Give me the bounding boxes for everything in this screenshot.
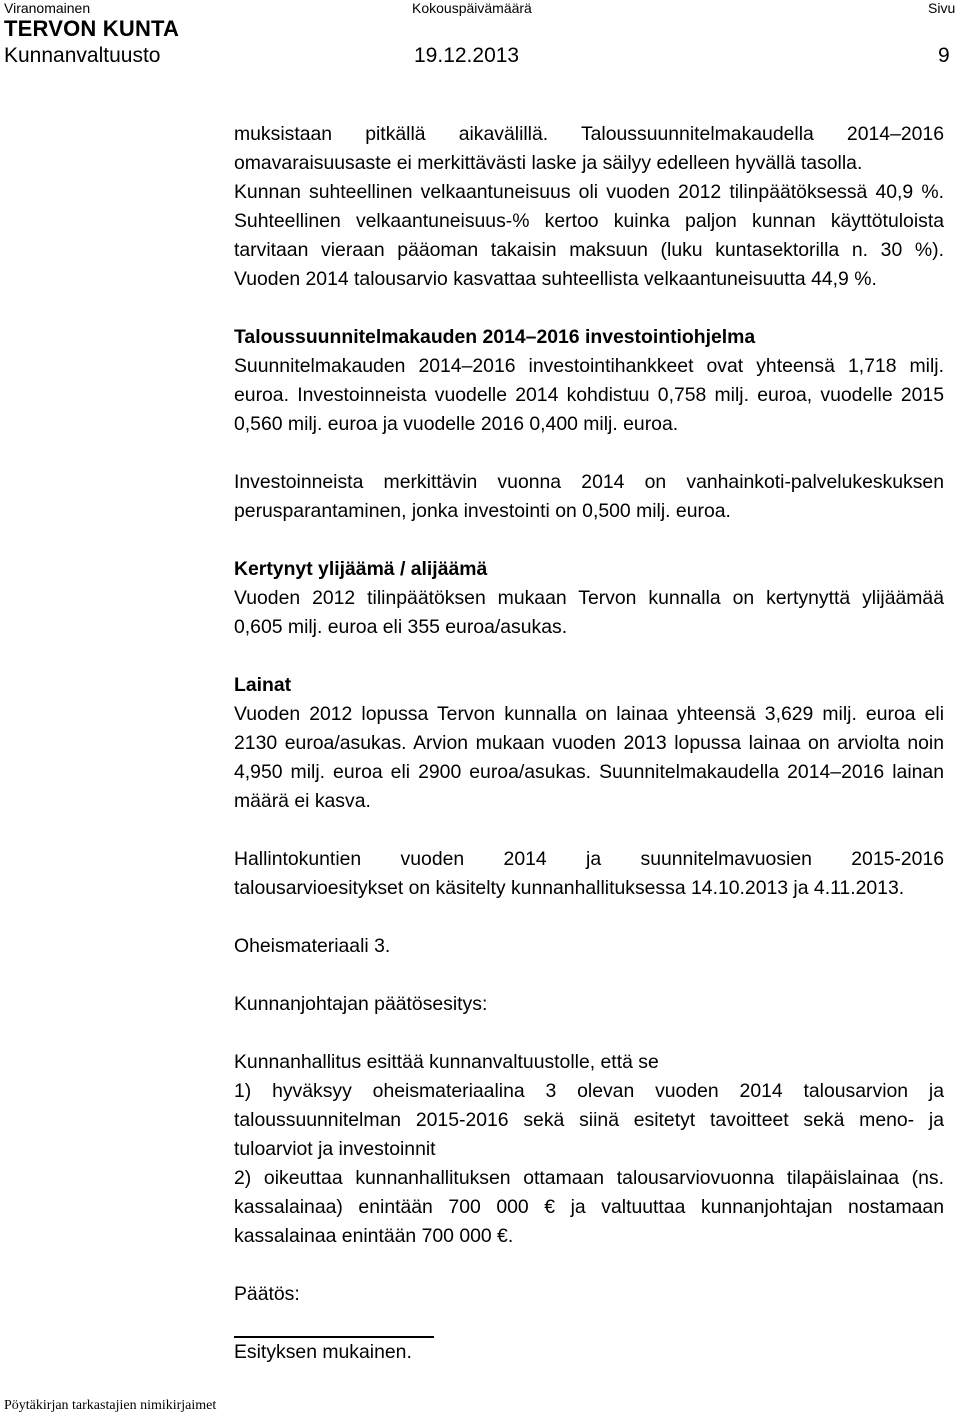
proposal-label: Kunnanjohtajan päätösesitys: [234, 993, 488, 1015]
decision-label: Päätös: [234, 1283, 300, 1305]
paragraph-omavaraisuus: muksistaan pitkällä aikavälillä. Taloussuunnitelmakaudella 2014–2016 omavaraisuusaste ei merkittävästi laske ja säilyy edelleen hyvällä tasolla. [234, 123, 944, 174]
authority-name: Kunnanvaltuusto [4, 44, 161, 67]
footer-initials-note: Pöytäkirjan tarkastajien nimikirjaimet [4, 1398, 217, 1413]
organization-name: TERVON KUNTA [4, 16, 180, 41]
heading-loans: Lainat [234, 674, 292, 696]
meeting-date: 19.12.2013 [414, 44, 520, 67]
decision-text: Esityksen mukainen. [234, 1341, 412, 1363]
heading-investment-program: Taloussuunnitelmakauden 2014–2016 investointiohjelma [234, 326, 756, 348]
attachment-reference: Oheismateriaali 3. [234, 935, 391, 957]
page-label: Sivu [928, 0, 956, 16]
heading-surplus: Kertynyt ylijäämä / alijäämä [234, 558, 488, 580]
paragraph-velkaantuneisuus: Kunnan suhteellinen velkaantuneisuus oli vuoden 2012 tilinpäätöksessä 40,9 %. Suhteellinen velkaantuneisuus-% kertoo kuinka paljon kunnan käyttötuloista tarvitaan vieraan pääoman takaisin maksuun (luku kuntasektorilla n. 30 %). Vuoden 2014 talousarvio kasvattaa suhteellista velkaantuneisuutta 44,9 %. [234, 181, 944, 290]
proposal-item-2: 2) oikeuttaa kunnanhallituksen ottamaan talousarviovuonna tilapäislainaa (ns. kassalainaa) enintään 700 000 € ja valtuuttaa kunnanjohtajan nostamaan kassalainaa enintään 700 000 €. [234, 1167, 944, 1247]
authority-label: Viranomainen [4, 0, 91, 16]
proposal-item-1: 1) hyväksyy oheismateriaalina 3 olevan vuoden 2014 talousarvion ja taloussuunnitelman 2015-2016 sekä siinä esitetyt tavoitteet sekä meno- ja tuloarviot ja investoinnit [234, 1080, 944, 1160]
paragraph-budget-review: Hallintokuntien vuoden 2014 ja suunnitelmavuosien 2015-2016 talousarvioesitykset on käsitelty kunnanhallituksessa 14.10.2013 ja 4.11.2013. [234, 848, 944, 899]
paragraph-surplus: Vuoden 2012 tilinpäätöksen mukaan Tervon kunnalla on kertynyttä ylijäämää 0,605 milj. euroa eli 355 euroa/asukas. [234, 587, 944, 638]
paragraph-major-investment: Investoinneista merkittävin vuonna 2014 on vanhainkoti-palvelukeskuksen perusparantaminen, jonka investointi on 0,500 milj. euroa. [234, 471, 944, 522]
page-number: 9 [938, 44, 950, 67]
proposal-intro: Kunnanhallitus esittää kunnanvaltuustolle, että se [234, 1051, 659, 1073]
signature-divider [234, 1336, 434, 1338]
meeting-date-label: Kokouspäivämäärä [412, 0, 532, 16]
document-body [234, 120, 944, 1367]
paragraph-loans: Vuoden 2012 lopussa Tervon kunnalla on lainaa yhteensä 3,629 milj. euroa eli 2130 euroa/asukas. Arvion mukaan vuoden 2013 lopussa lainaa on arviolta noin 4,950 milj. euroa eli 2900 euroa/asukas. Suunnitelmakaudella 2014–2016 lainan määrä ei kasva. [234, 703, 944, 812]
paragraph-investment-program: Suunnitelmakauden 2014–2016 investointihankkeet ovat yhteensä 1,718 milj. euroa. Investoinneista vuodelle 2014 kohdistuu 0,758 milj. euroa, vuodelle 2015 0,560 milj. euroa ja vuodelle 2016 0,400 milj. euroa. [234, 355, 944, 435]
